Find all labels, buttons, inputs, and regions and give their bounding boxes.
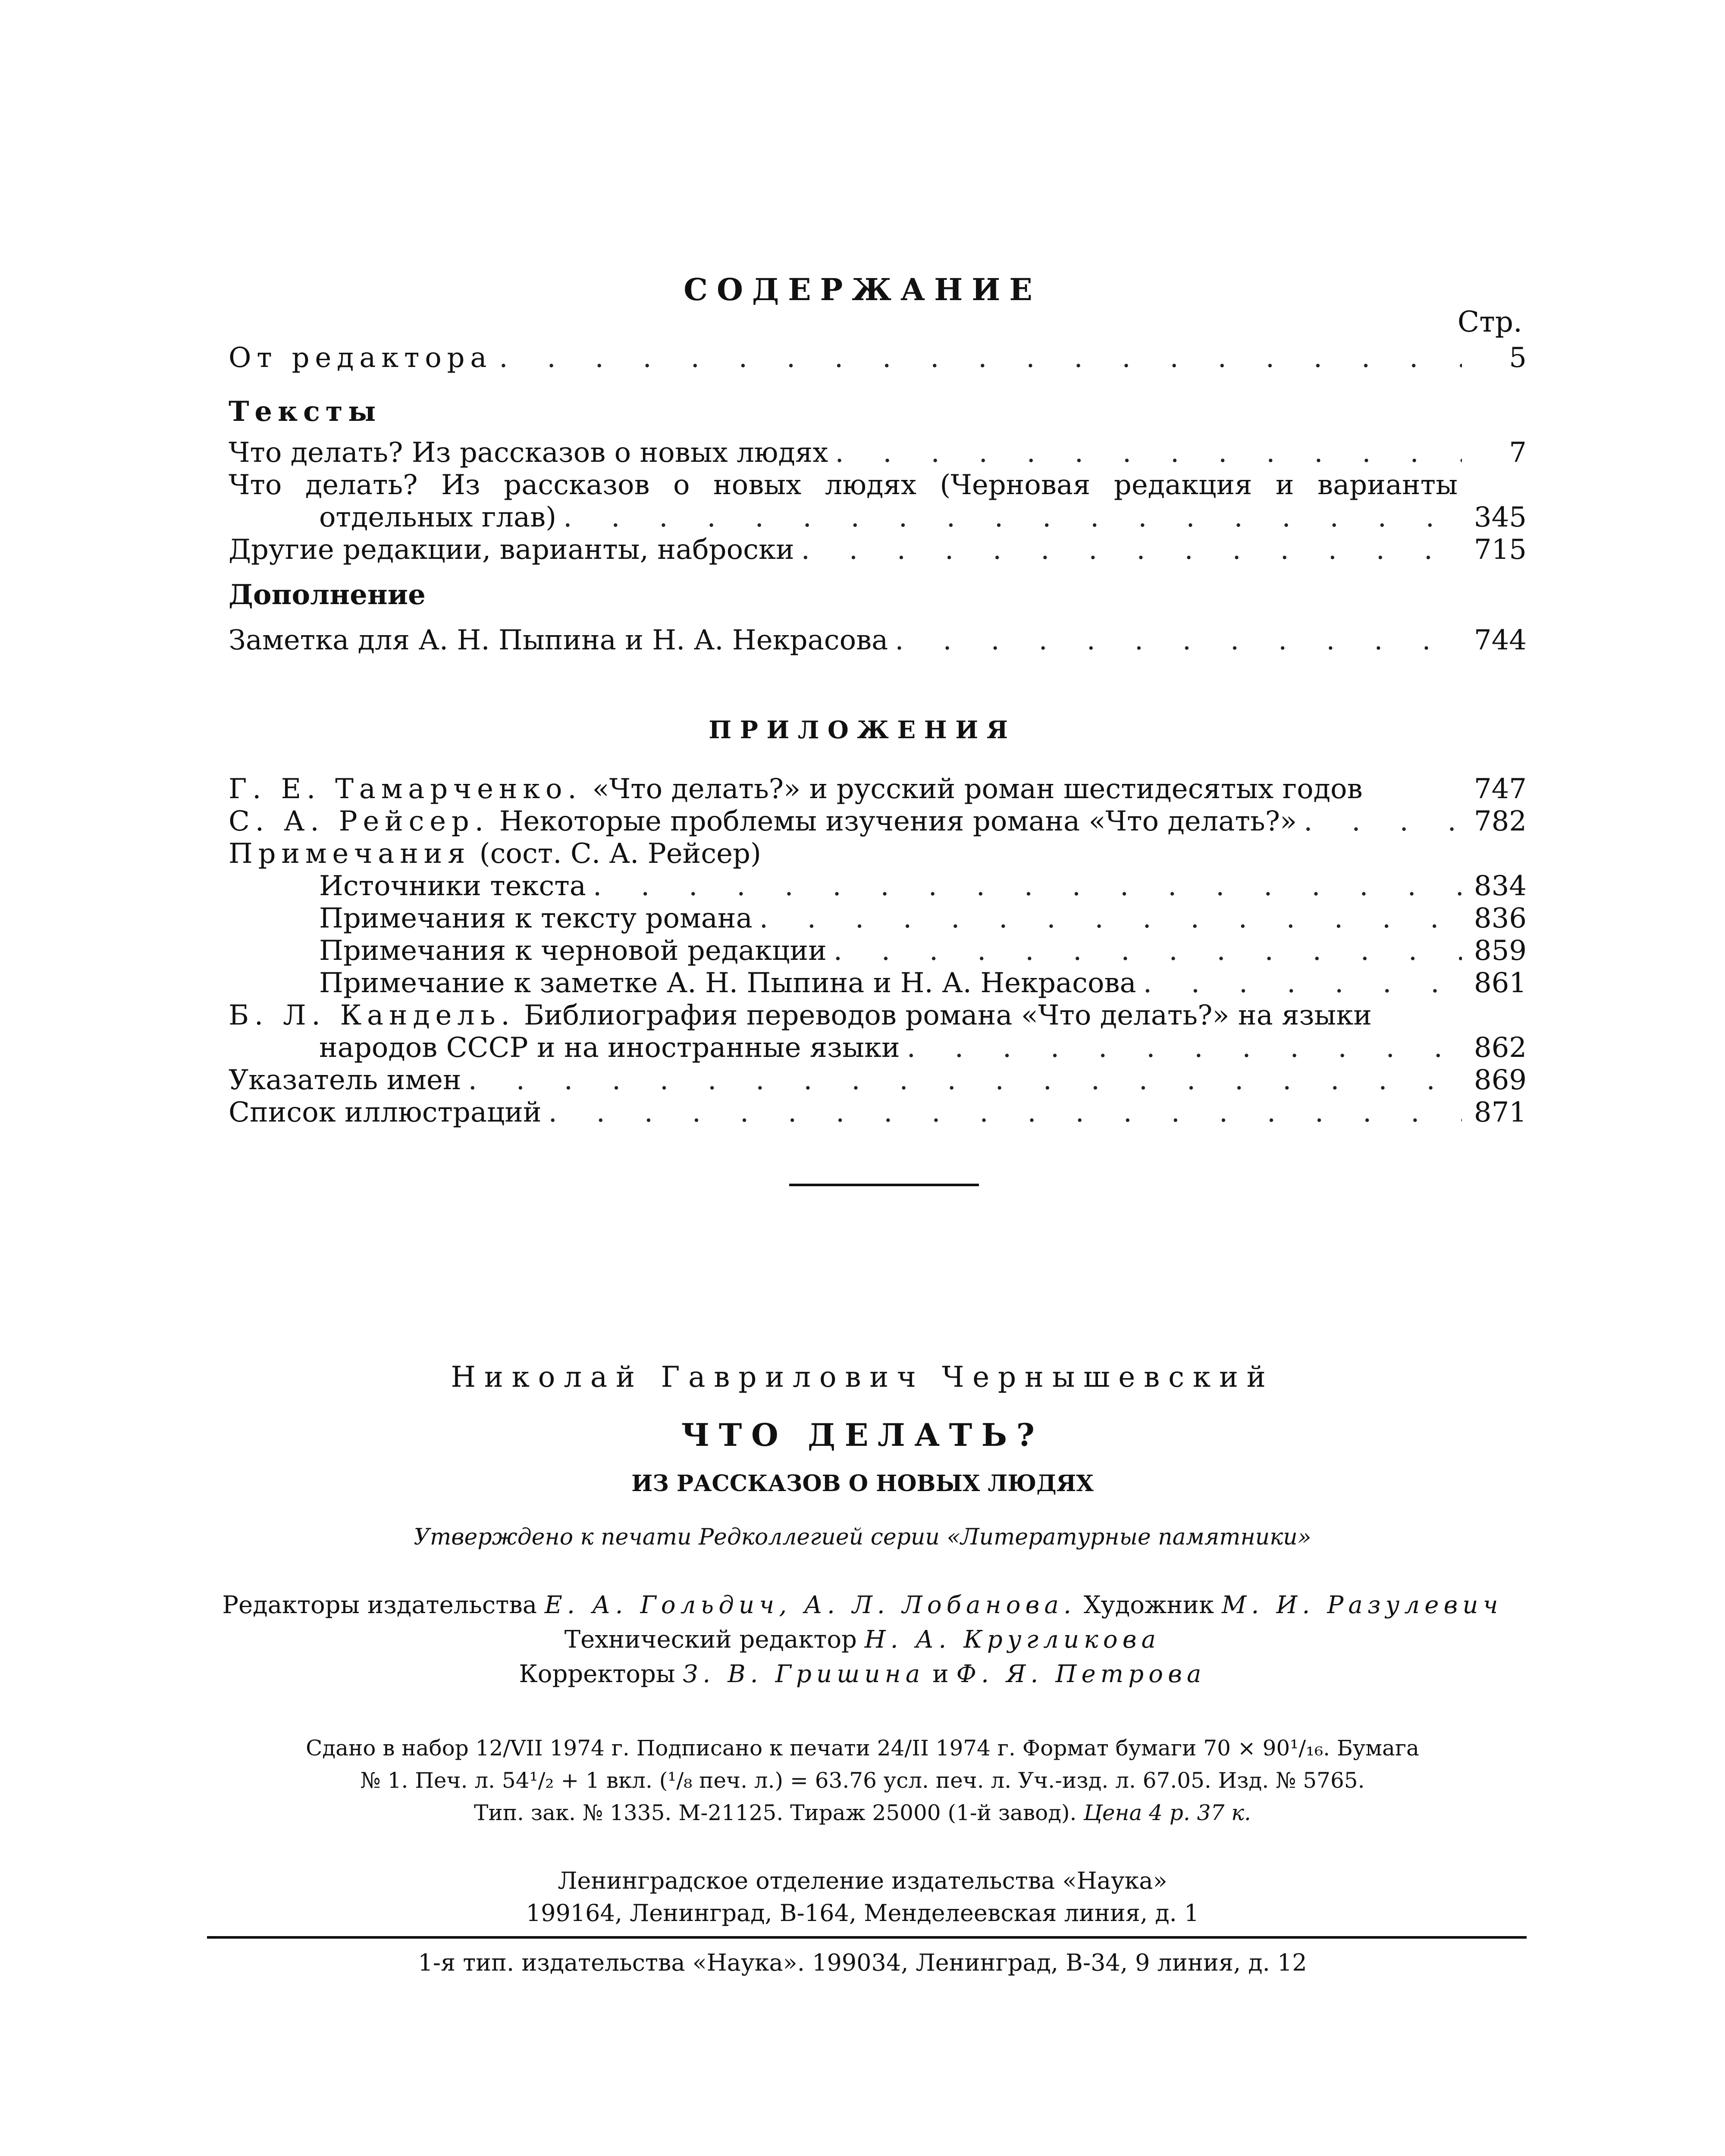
illustrations-text: Список иллюстраций	[229, 1097, 542, 1128]
contents-title: СОДЕРЖАНИЕ	[684, 272, 1041, 307]
correctors-line	[0, 1660, 1725, 1688]
toc-entry-supplement-1	[229, 623, 1527, 658]
toc-entry-text: От редактора	[229, 342, 492, 374]
toc-entry-text-3	[229, 533, 1527, 567]
toc-entry-text: Что делать? Из рассказов о новых людях	[229, 437, 828, 469]
appendix-author: Г. Е. Тамарченко.	[229, 773, 582, 805]
notes-item-2	[319, 901, 1527, 936]
leader-dots	[753, 901, 1462, 936]
leader-dots	[556, 500, 1462, 535]
leader-dots	[461, 1063, 1462, 1097]
leader-dots	[492, 341, 1462, 375]
toc-entry-from-editor	[229, 341, 1527, 375]
print-details-line1: Сдано в набор 12/VII 1974 г. Подписано к печати 24/II 1974 г. Формат бумаги 70 × 90¹/₁₆. Бумага	[306, 1736, 1419, 1761]
supplement-heading: Дополнение	[229, 579, 426, 611]
toc-entry-text-1	[229, 436, 1527, 470]
bibliography-page: 862	[1474, 1032, 1527, 1064]
leader-dots	[888, 623, 1462, 658]
leader-dots	[827, 934, 1462, 968]
appendix-title: Некоторые проблемы изучения романа «Что делать?»	[499, 805, 1297, 837]
appendix-item-2	[229, 804, 1527, 839]
corrector-2: Ф. Я. Петрова	[956, 1660, 1206, 1688]
notes-item-text: Источники текста	[319, 870, 586, 902]
notes-item-page: 834	[1474, 870, 1527, 902]
toc-entry-text-2-line1: Что делать? Из рассказов о новых людях (Черновая редакция и варианты	[229, 469, 1458, 501]
footer-rule	[207, 1936, 1527, 1939]
correctors-label: Корректоры	[519, 1660, 675, 1688]
bibliography-title-cont: народов СССР и на иностранные языки	[319, 1032, 900, 1064]
toc-entry-text: отдельных глав)	[319, 501, 557, 533]
editors-names: Е. А. Гольдич, А. Л. Лобанова.	[544, 1591, 1076, 1619]
tech-editor-name: Н. А. Кругликова	[864, 1626, 1161, 1654]
tech-editor-label: Технический редактор	[564, 1626, 857, 1654]
bibliography-title: Библиография переводов романа «Что делать?» на языки	[524, 1000, 1372, 1031]
colophon-title: ЧТО ДЕЛАТЬ?	[681, 1416, 1044, 1453]
section-divider	[789, 1184, 979, 1186]
bibliography-line2	[319, 1031, 1527, 1065]
print-order-info: Тип. зак. № 1335. М-21125. Тираж 25000 (1-й завод).	[474, 1800, 1077, 1825]
notes-item-page: 836	[1474, 903, 1527, 934]
leader-dots	[794, 533, 1462, 567]
appendix-page: 782	[1474, 805, 1527, 837]
appendices-title: ПРИЛОЖЕНИЯ	[709, 716, 1016, 744]
print-details-line3	[0, 1800, 1725, 1825]
colophon-subtitle: ИЗ РАССКАЗОВ О НОВЫХ ЛЮДЯХ	[631, 1470, 1094, 1497]
notes-item-1	[319, 869, 1527, 903]
bibliography-line1	[229, 998, 1372, 1033]
leader-dots	[828, 436, 1462, 470]
notes-item-3	[319, 934, 1527, 968]
artist-label: Художник	[1083, 1591, 1214, 1619]
notes-heading	[229, 837, 761, 871]
appendix-title: «Что делать?» и русский роман шестидесятых годов	[592, 773, 1363, 805]
appendix-page: 747	[1474, 773, 1527, 805]
illustrations-entry	[229, 1095, 1527, 1130]
page-column-label: Стр.	[1457, 305, 1522, 338]
publisher-line1: Ленинградское отделение издательства «Наука»	[558, 1867, 1167, 1894]
index-page: 869	[1474, 1064, 1527, 1096]
toc-entry-page: 744	[1474, 624, 1527, 656]
notes-item-text: Примечания к черновой редакции	[319, 935, 827, 967]
toc-entry-text: Другие редакции, варианты, наброски	[229, 534, 794, 566]
notes-heading-rest: (сост. С. А. Рейсер)	[479, 838, 761, 870]
illustrations-page: 871	[1474, 1097, 1527, 1128]
index-text: Указатель имен	[229, 1064, 461, 1096]
notes-item-text: Примечание к заметке А. Н. Пыпина и Н. А. Некрасова	[319, 967, 1136, 999]
leader-dots	[900, 1031, 1462, 1065]
leader-dots	[1136, 966, 1462, 1000]
index-entry	[229, 1063, 1527, 1097]
notes-item-page: 859	[1474, 935, 1527, 967]
notes-item-4	[319, 966, 1527, 1000]
appendix-author: С. А. Рейсер.	[229, 805, 489, 837]
bibliography-author: Б. Л. Кандель.	[229, 1000, 515, 1031]
leader-dots	[586, 869, 1462, 903]
toc-entry-text: Заметка для А. Н. Пыпина и Н. А. Некрасова	[229, 624, 888, 656]
notes-item-text: Примечания к тексту романа	[319, 903, 753, 934]
toc-entry-page: 5	[1509, 342, 1527, 374]
editors-line	[0, 1591, 1725, 1619]
corrector-1: З. В. Гришина	[683, 1660, 925, 1688]
toc-entry-page: 345	[1474, 501, 1527, 533]
toc-entry-page: 7	[1509, 437, 1527, 469]
notes-item-page: 861	[1474, 967, 1527, 999]
tech-editor-line	[0, 1626, 1725, 1654]
toc-entry-page: 715	[1474, 534, 1527, 566]
toc-entry-text-2	[319, 500, 1527, 535]
publisher-line2: 199164, Ленинград, В-164, Менделеевская линия, д. 1	[526, 1899, 1199, 1927]
print-details-line2: № 1. Печ. л. 54¹/₂ + 1 вкл. (¹/₈ печ. л.) = 63.76 усл. печ. л. Уч.-изд. л. 67.05. Изд. № 5765.	[360, 1768, 1365, 1793]
corrector-and: и	[932, 1660, 949, 1688]
leader-dots	[542, 1095, 1462, 1130]
printer-line: 1-я тип. издательства «Наука». 199034, Ленинград, В-34, 9 линия, д. 12	[418, 1949, 1307, 1976]
leader-dots	[1297, 804, 1462, 839]
price: Цена 4 р. 37 к.	[1083, 1800, 1251, 1825]
notes-heading-spaced: Примечания	[229, 838, 471, 870]
editors-label: Редакторы издательства	[222, 1591, 537, 1619]
artist-name: М. И. Разулевич	[1221, 1591, 1503, 1619]
appendix-item-1	[229, 772, 1527, 806]
colophon-author: Николай Гаврилович Чернышевский	[451, 1360, 1274, 1394]
colophon-approved: Утверждено к печати Редколлегией серии «Литературные памятники»	[414, 1524, 1311, 1550]
texts-heading: Тексты	[229, 395, 382, 428]
